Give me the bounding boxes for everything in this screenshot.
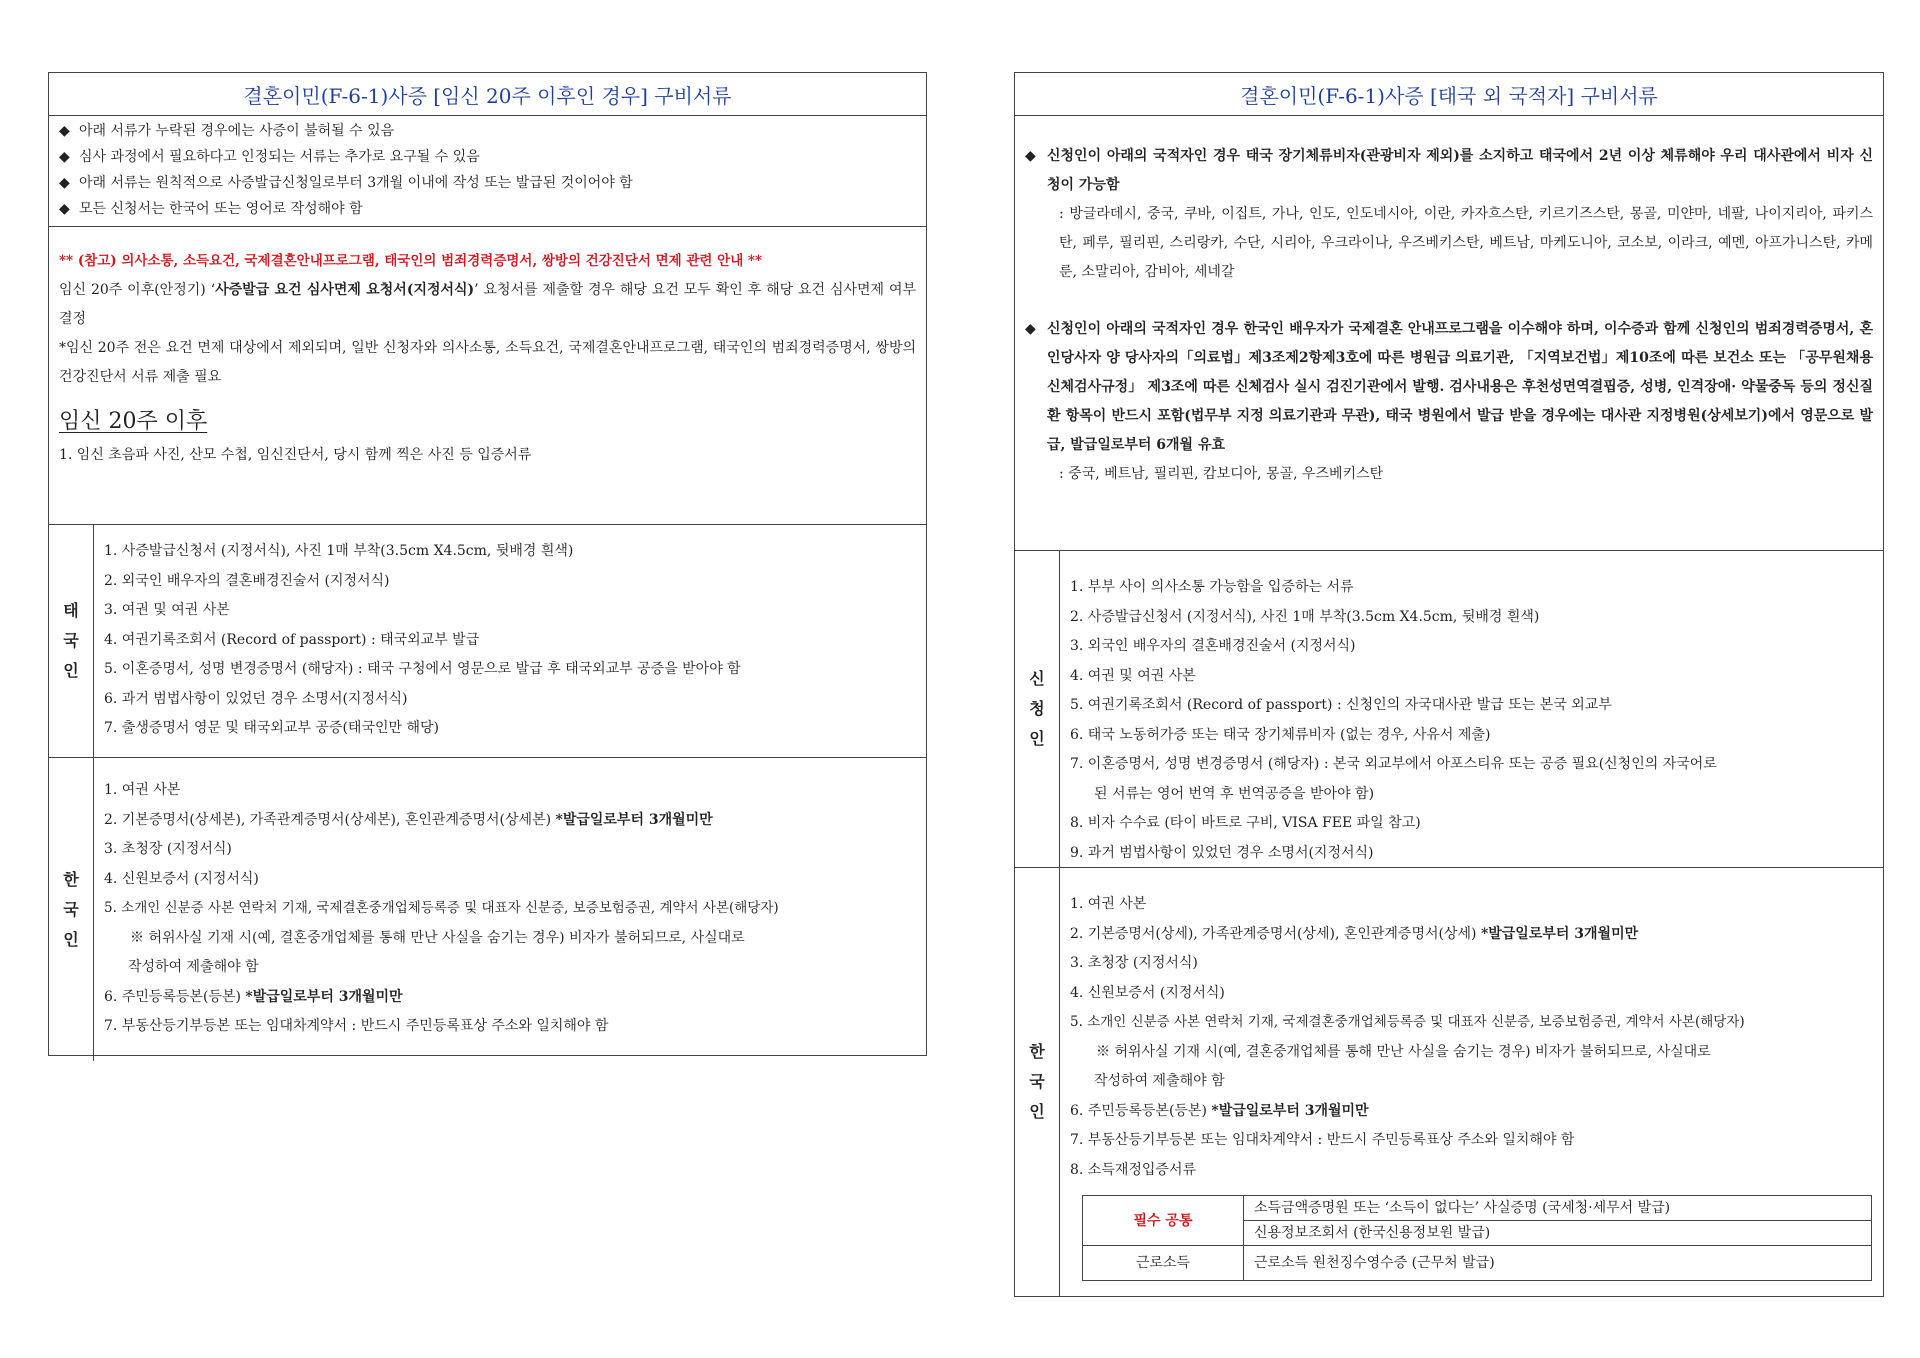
left-reference-section (49, 227, 926, 525)
list-item: 5. 소개인 신분증 사본 연락처 기재, 국제결혼중개업체등록증 및 대표자 신분증, 보증보험증권, 계약서 사본(해당자) (104, 900, 779, 916)
section-heading: 임신 20주 이후 (59, 409, 208, 434)
income-proof-table (1082, 1195, 1872, 1281)
left-document-panel (48, 72, 927, 1056)
list-item: 7. 이혼증명서, 성명 변경증명서 (해당자) : 본국 외교부에서 아포스티유 또는 공증 필요(신청인의 자국어로 (1070, 756, 1717, 772)
list-item: 6. 주민등록등본(등본) *발급일로부터 3개월미만 (1070, 1102, 1369, 1119)
list-item: 4. 신원보증서 (지정서식) (1070, 984, 1225, 1001)
korean-document-list (94, 758, 926, 1061)
eligibility-paragraph-2: ◆ 신청인이 아래의 국적자인 경우 한국인 배우자가 국제결혼 안내프로그램을 이수해야 하며, 이수증과 함께 신청인의 범죄경력증명서, 혼인당사자 양 당사자의「의료법」제3조제2항제3호에 따른 병원급 의료기관, 「지역보건법」제10조에 따른 보건소 또는 「공무원채용신체검사규정」 제3조에 따른 신체검사 실시 검진기관에서 발행. 검사내용은 후천성면역결핍증, 성병, 인격장애· 약물중독 등의 정신질환 항목이 반드시 포함(법무부 지정 의료기관과 무관), 태국 병원에서 발급 받을 경우에는 대사관 지정병원(상세보기)에서 영문으로 발급, 발급일로부터 6개월 유효 (1025, 315, 1873, 460)
table-cell: 소득금액증명원 또는 ‘소득이 없다는’ 사실증명 (국세청·세무서 발급) (1244, 1196, 1872, 1221)
table-cell: 근로소득 원천징수영수증 (근무처 발급) (1244, 1246, 1872, 1281)
list-item: 3. 초청장 (지정서식) (104, 841, 232, 857)
diamond-bullet-icon: ◆ (59, 149, 70, 165)
right-document-panel (1014, 72, 1884, 1297)
list-item: 4. 여권기록조회서 (Record of passport) : 태국외교부 발급 (104, 631, 480, 648)
earned-income-label: 근로소득 (1083, 1246, 1244, 1281)
list-item: 8. 소득재정입증서류 (1070, 1161, 1196, 1178)
list-item: 9. 과거 범법사항이 있었던 경우 소명서(지정서식) (1070, 844, 1374, 861)
eligibility-paragraph-1: ◆ 신청인이 아래의 국적자인 경우 태국 장기체류비자(관광비자 제외)를 소지하고 태국에서 2년 이상 체류해야 우리 대사관에서 비자 신청이 가능함 (1025, 142, 1873, 200)
diamond-bullet-icon: ◆ (59, 175, 70, 191)
applicant-document-list (1060, 551, 1883, 867)
note-item: ◆ 아래 서류가 누락된 경우에는 사증이 불허될 수 있음 (59, 118, 916, 144)
korean-spouse-row (1015, 868, 1883, 1296)
list-item: 3. 초청장 (지정서식) (1070, 955, 1198, 971)
list-item: 8. 비자 수수료 (타이 바트로 구비, VISA FEE 파일 참고) (1070, 815, 1421, 831)
list-item-note-continuation: 작성하여 제출해야 함 (128, 959, 259, 975)
reference-notice: ** (참고) 의사소통, 소득요건, 국제결혼안내프로그램, 태국인의 범죄경력증명서, 쌍방의 건강진단서 면제 관련 안내 ** (59, 253, 763, 269)
list-item-note-continuation: 작성하여 제출해야 함 (1094, 1073, 1225, 1089)
thai-applicant-row (49, 525, 926, 758)
list-item: 2. 외국인 배우자의 결혼배경진술서 (지정서식) (104, 572, 390, 589)
list-item: 5. 이혼증명서, 성명 변경증명서 (해당자) : 태국 구청에서 영문으로 발급 후 태국외교부 공증을 받아야 함 (104, 661, 741, 677)
required-common-label: 필수 공통 (1083, 1196, 1244, 1246)
list-item: 6. 태국 노동허가증 또는 태국 장기체류비자 (없는 경우, 사유서 제출) (1070, 726, 1491, 743)
right-title: 결혼이민(F-6-1)사증 [태국 외 국적자] 구비서류 (1015, 73, 1883, 116)
nationality-list-2: : 중국, 베트남, 필리핀, 캄보디아, 몽골, 우즈베키스탄 (1059, 466, 1384, 482)
list-item: 1. 여권 사본 (104, 782, 181, 798)
left-title: 결혼이민(F-6-1)사증 [임신 20주 이후인 경우] 구비서류 (49, 73, 926, 116)
diamond-bullet-icon: ◆ (1025, 321, 1036, 337)
row-label-applicant: 신 청 인 (1015, 551, 1060, 867)
thai-document-list (94, 525, 926, 757)
list-item: 2. 사증발급신청서 (지정서식), 사진 1매 부착(3.5cm X4.5cm, 뒷배경 흰색) (1070, 608, 1540, 625)
reference-paragraph-2: *임신 20주 전은 요건 면제 대상에서 제외되며, 일반 신청자와 의사소통, 소득요건, 국제결혼안내프로그램, 태국인의 범죄경력증명서, 쌍방의 건강진단서 서류 제출 필요 (59, 340, 916, 385)
list-item: 3. 여권 및 여권 사본 (104, 602, 230, 618)
row-label-thai: 태 국 인 (49, 525, 94, 757)
row-label-korean: 한 국 인 (49, 758, 94, 1061)
list-item: 6. 과거 범법사항이 있었던 경우 소명서(지정서식) (104, 690, 408, 707)
list-item: 2. 기본증명서(상세), 가족관계증명서(상세), 혼인관계증명서(상세) *발급일로부터 3개월미만 (1070, 925, 1639, 942)
list-item: 1. 부부 사이 의사소통 가능함을 입증하는 서류 (1070, 579, 1354, 595)
reference-paragraph-1: 임신 20주 이후(안정기) ‘사증발급 요건 심사면제 요청서(지정서식)’ 요청서를 제출할 경우 해당 요건 모두 확인 후 해당 요건 심사면제 여부 결정 (59, 282, 916, 327)
list-item-note: ※ 허위사실 기재 시(예, 결혼중개업체를 통해 만난 사실을 숨기는 경우) 비자가 불허되므로, 사실대로 (130, 929, 745, 946)
note-item: ◆ 아래 서류는 원칙적으로 사증발급신청일로부터 3개월 이내에 작성 또는 발급된 것이어야 함 (59, 170, 916, 196)
left-general-notes (49, 116, 926, 227)
note-item: ◆ 심사 과정에서 필요하다고 인정되는 서류는 추가로 요구될 수 있음 (59, 144, 916, 170)
diamond-bullet-icon: ◆ (1025, 148, 1036, 164)
section-item: 1. 임신 초음파 사진, 산모 수첩, 임신진단서, 당시 함께 찍은 사진 등 입증서류 (59, 447, 532, 463)
list-item-continuation: 된 서류는 영어 번역 후 번역공증을 받아야 함) (1094, 785, 1375, 802)
list-item: 6. 주민등록등본(등본) *발급일로부터 3개월미만 (104, 988, 403, 1005)
table-row (1083, 1196, 1872, 1221)
list-item: 7. 부동산등기부등본 또는 임대차계약서 : 반드시 주민등록표상 주소와 일치해야 함 (1070, 1132, 1575, 1148)
list-item-note: ※ 허위사실 기재 시(예, 결혼중개업체를 통해 만난 사실을 숨기는 경우) 비자가 불허되므로, 사실대로 (1096, 1043, 1711, 1060)
list-item: 4. 여권 및 여권 사본 (1070, 667, 1196, 684)
list-item: 5. 소개인 신분증 사본 연락처 기재, 국제결혼중개업체등록증 및 대표자 신분증, 보증보험증권, 계약서 사본(해당자) (1070, 1014, 1745, 1030)
list-item: 5. 여권기록조회서 (Record of passport) : 신청인의 자국대사관 발급 또는 본국 외교부 (1070, 697, 1612, 713)
table-cell: 신용정보조회서 (한국신용정보원 발급) (1244, 1221, 1872, 1246)
list-item: 7. 부동산등기부등본 또는 임대차계약서 : 반드시 주민등록표상 주소와 일치해야 함 (104, 1018, 609, 1034)
list-item: 2. 기본증명서(상세본), 가족관계증명서(상세본), 혼인관계증명서(상세본) *발급일로부터 3개월미만 (104, 811, 713, 828)
korean-document-list (1060, 868, 1883, 1296)
diamond-bullet-icon: ◆ (59, 123, 70, 139)
right-eligibility-section (1015, 116, 1883, 551)
row-label-korean: 한 국 인 (1015, 868, 1060, 1296)
list-item: 1. 여권 사본 (1070, 896, 1147, 912)
list-item: 3. 외국인 배우자의 결혼배경진술서 (지정서식) (1070, 638, 1356, 654)
diamond-bullet-icon: ◆ (59, 201, 70, 217)
list-item: 4. 신원보증서 (지정서식) (104, 870, 259, 887)
list-item: 1. 사증발급신청서 (지정서식), 사진 1매 부착(3.5cm X4.5cm, 뒷배경 흰색) (104, 543, 574, 559)
applicant-row (1015, 551, 1883, 868)
korean-spouse-row (49, 758, 926, 1061)
nationality-list-1: : 방글라데시, 중국, 쿠바, 이집트, 가나, 인도, 인도네시아, 이란, 카자흐스탄, 키르기즈스탄, 몽골, 미얀마, 네팔, 나이지리아, 파키스탄, 페루, 필리핀, 스리랑카, 수단, 시리아, 우크라이나, 우즈베키스탄, 베트남, 마케도니아, 코소보, 이라크, 예멘, 아프가니스탄, 카메룬, 소말리아, 감비아, 세네갈 (1059, 206, 1873, 280)
list-item: 7. 출생증명서 영문 및 태국외교부 공증(태국인만 해당) (104, 720, 439, 736)
table-row (1083, 1246, 1872, 1281)
note-item: ◆ 모든 신청서는 한국어 또는 영어로 작성해야 함 (59, 196, 916, 222)
